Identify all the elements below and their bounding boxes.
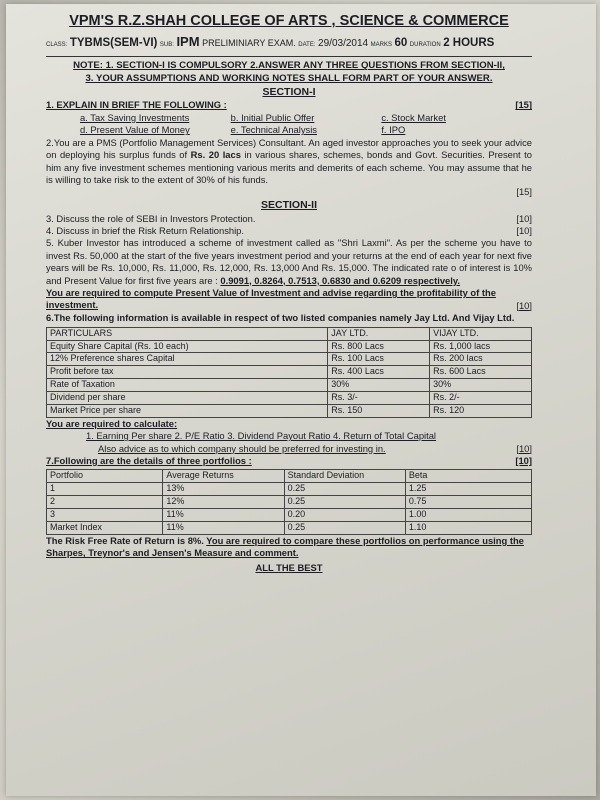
- page-content: [46, 12, 532, 574]
- table-row: [47, 379, 532, 392]
- table-cell: 1.00: [405, 509, 531, 522]
- question-7-heading: [46, 455, 532, 467]
- table-row: [47, 509, 532, 522]
- question-6-required: You are required to calculate:: [46, 417, 178, 429]
- table-cell: Rs. 150: [328, 404, 430, 417]
- table-header-cell: Standard Deviation: [284, 470, 405, 483]
- table-cell: 12%: [163, 496, 284, 509]
- question-5: [46, 237, 532, 287]
- question-5-text: 5. Kuber Investor has introduced a scheme of investment called as "Shri Laxmi". As per the scheme you have to invest Rs. 50,000 at the start of the five years investment period and your returns at the end of each year for next five years will be Rs. 10,000, Rs. 11,000, Rs. 12,000, Rs. 13,000 And Rs. 15,000. The indicated rate o of interest is 10% and Present Value for first five years are :: [46, 237, 532, 286]
- question-6-marks: [10]: [516, 442, 532, 454]
- question-5-marks: [10]: [516, 299, 532, 311]
- table-cell: Rs. 800 Lacs: [328, 340, 430, 353]
- section-2-title: SECTION-II: [260, 198, 317, 211]
- company-table-header: [47, 327, 532, 340]
- table-row: [47, 366, 532, 379]
- note-line-1: NOTE: 1. SECTION-I IS COMPULSORY 2.ANSWER ANY THREE QUESTIONS FROM SECTION-II,: [73, 60, 505, 72]
- table-cell: Rs. 3/-: [328, 392, 430, 405]
- class-value: TYBMS(SEM-VI): [69, 37, 158, 50]
- question-4-text: 4. Discuss in brief the Risk Return Relationship.: [46, 224, 245, 236]
- q1-item-d: d. Present Value of Money: [80, 124, 190, 136]
- table-cell: 0.20: [284, 509, 405, 522]
- table-cell: Rs. 100 Lacs: [328, 353, 430, 366]
- date-value: 29/03/2014: [318, 38, 369, 50]
- q1-item-e: e. Technical Analysis: [230, 124, 317, 136]
- question-3-marks: [10]: [516, 212, 532, 224]
- question-7-footer: [46, 535, 532, 560]
- question-7-marks: [10]: [515, 454, 532, 466]
- company-table: [46, 327, 532, 418]
- duration-value: 2 HOURS: [443, 37, 495, 50]
- question-1-text: 1. EXPLAIN IN BRIEF THE FOLLOWING :: [46, 99, 227, 111]
- question-3-text: 3. Discuss the role of SEBI in Investors Protection.: [46, 212, 256, 224]
- table-cell: 30%: [430, 379, 532, 392]
- table-cell: 11%: [163, 521, 284, 534]
- table-header-cell: JAY LTD.: [328, 327, 430, 340]
- marks-value: 60: [394, 37, 408, 50]
- note-line-2: 3. YOUR ASSUMPTIONS AND WORKING NOTES SHALL FORM PART OF YOUR ANSWER.: [85, 72, 493, 84]
- table-cell: Rs. 1,000 lacs: [430, 340, 532, 353]
- table-cell: Market Index: [47, 521, 163, 534]
- question-3: [46, 213, 532, 225]
- table-row: [47, 392, 532, 405]
- question-6-tasks: 1. Earning Per share 2. P/E Ratio 3. Dividend Payout Ratio 4. Return of Total Capital: [86, 430, 437, 442]
- question-2-marks: [15]: [516, 186, 532, 198]
- question-6-intro: 6.The following information is available in respect of two listed companies namely Jay Ltd. And Vijay Ltd.: [46, 312, 515, 324]
- table-row: [47, 404, 532, 417]
- table-row: [47, 483, 532, 496]
- table-cell: 2: [47, 496, 163, 509]
- question-2-amount: Rs. 20 lacs: [190, 149, 241, 161]
- class-label: CLASS:: [46, 42, 68, 49]
- table-cell: 1.25: [405, 483, 531, 496]
- table-header-cell: Average Returns: [163, 470, 284, 483]
- date-label: DATE:: [298, 42, 316, 49]
- closing-text: ALL THE BEST: [255, 561, 323, 573]
- question-6-advice: Also advice as to which company should be preferred for investing in.: [98, 442, 386, 454]
- marks-label: MARKS: [370, 42, 392, 49]
- table-cell: 0.25: [284, 496, 405, 509]
- question-4: [46, 225, 532, 237]
- table-row: [47, 340, 532, 353]
- table-cell: Market Price per share: [47, 404, 328, 417]
- table-row: [47, 521, 532, 534]
- question-5-required-line: [46, 287, 532, 312]
- table-cell: 30%: [328, 379, 430, 392]
- question-2: [46, 137, 532, 187]
- portfolio-table-header: [47, 470, 532, 483]
- question-1-items: [46, 112, 532, 137]
- table-cell: 12% Preference shares Capital: [47, 353, 328, 366]
- table-row: [47, 496, 532, 509]
- table-cell: 0.25: [284, 483, 405, 496]
- exam-name: PRELIMINIARY EXAM.: [202, 38, 296, 49]
- question-1-marks: [15]: [515, 99, 532, 111]
- question-2-text-a: 2.You are a PMS (Portfolio Management Services) Consultant. An aged investor approaches you to seek your advice on deploying his surplus funds of: [46, 136, 532, 161]
- exam-details: [46, 33, 532, 51]
- table-cell: Rs. 600 Lacs: [430, 366, 532, 379]
- table-cell: 0.75: [405, 496, 531, 509]
- question-2-text-b: in various shares, schemes, bonds and Govt. Securities. Present to him any five investment schemes mentioning various merits and demerits of each scheme. You may assume that he is willing to take risk to the extent of 30% of his funds.: [46, 149, 532, 185]
- college-name: VPM'S R.Z.SHAH COLLEGE OF ARTS , SCIENCE & COMMERCE: [69, 13, 509, 29]
- table-header-cell: VIJAY LTD.: [430, 327, 532, 340]
- table-row: [47, 353, 532, 366]
- table-cell: Profit before tax: [47, 366, 328, 379]
- table-cell: Equity Share Capital (Rs. 10 each): [47, 340, 328, 353]
- question-4-marks: [10]: [516, 224, 532, 236]
- question-7-required: You are required to compare these portfolios on performance using the Sharpes, Treynor's and Jensen's Measure and comment.: [46, 534, 524, 559]
- q1-item-b: b. Initial Public Offer: [230, 111, 315, 123]
- sub-label: SUB:: [159, 42, 174, 49]
- table-cell: Rs. 120: [430, 404, 532, 417]
- subject-value: IPM: [176, 34, 200, 50]
- question-7-risk-free: The Risk Free Rate of Return is 8%.: [46, 534, 207, 546]
- exam-paper: [6, 4, 596, 796]
- table-cell: 1.10: [405, 521, 531, 534]
- question-5-pv-factors: 0.9091, 0.8264, 0.7513, 0.6830 and 0.6209 respectively.: [220, 274, 460, 286]
- duration-label: DURATION: [409, 42, 441, 49]
- table-cell: Rate of Taxation: [47, 379, 328, 392]
- table-cell: 1: [47, 483, 163, 496]
- question-5-required: You are required to compute Present Value of Investment and advise regarding the profitability of the investment.: [46, 287, 496, 311]
- question-6-advice-line: [46, 443, 532, 455]
- section-1-title: SECTION-I: [262, 85, 316, 98]
- table-cell: Dividend per share: [47, 392, 328, 405]
- table-header-cell: PARTICULARS: [47, 327, 328, 340]
- portfolio-table: [46, 469, 532, 534]
- q1-item-c: c. Stock Market: [381, 111, 446, 123]
- table-cell: 11%: [163, 509, 284, 522]
- table-cell: Rs. 200 lacs: [430, 353, 532, 366]
- question-1-heading: [46, 99, 532, 111]
- table-cell: Rs. 400 Lacs: [328, 366, 430, 379]
- divider: [46, 56, 532, 57]
- q1-item-a: a. Tax Saving Investments: [80, 111, 190, 123]
- table-cell: 13%: [163, 483, 284, 496]
- q1-item-f: f. IPO: [381, 124, 406, 136]
- table-header-cell: Portfolio: [47, 470, 163, 483]
- table-cell: 0.25: [284, 521, 405, 534]
- question-7-intro: 7.Following are the details of three portfolios :: [46, 454, 252, 466]
- table-cell: Rs. 2/-: [430, 392, 532, 405]
- table-header-cell: Beta: [405, 470, 531, 483]
- table-cell: 3: [47, 509, 163, 522]
